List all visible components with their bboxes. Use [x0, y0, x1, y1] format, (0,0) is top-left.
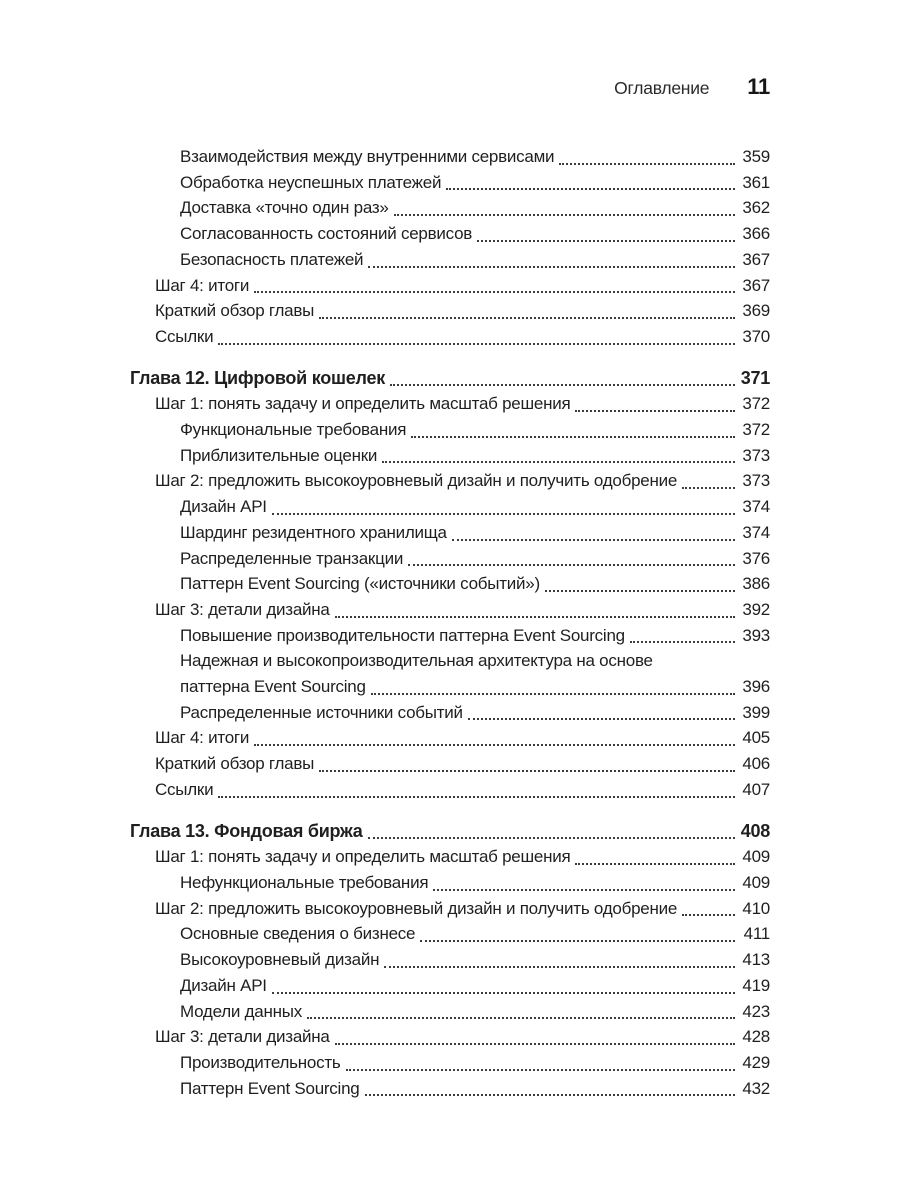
toc-entry [130, 844, 770, 870]
toc-entry-title: Шардинг резидентного хранилища [180, 522, 447, 542]
toc-entry [130, 777, 770, 803]
toc-entry [130, 571, 770, 597]
toc-entry-title: Высокоуровневый дизайн [180, 950, 380, 970]
toc-entry-title: паттерна Event Sourcing [180, 677, 366, 697]
toc-entry [130, 144, 770, 170]
toc-entry-page: 359 [742, 147, 770, 166]
toc-entry-page: 423 [742, 1001, 770, 1021]
dot-leader [335, 1043, 735, 1045]
toc-entry [130, 819, 770, 845]
dot-leader [394, 214, 735, 216]
toc-entry-page: 409 [742, 847, 770, 867]
toc-entry-page: 393 [742, 625, 770, 645]
dot-leader [365, 1094, 736, 1096]
toc-entry-title: Паттерн Event Sourcing («источники событий») [180, 574, 540, 594]
running-head-title: Оглавление [614, 78, 710, 98]
toc-entry-title: Шаг 2: предложить высокоуровневый дизайн и получить одобрение [155, 898, 678, 918]
book-toc-page [0, 74, 900, 1200]
toc-entry-page: 372 [742, 394, 770, 414]
dot-leader [682, 914, 735, 916]
dot-leader [307, 1017, 735, 1019]
toc-entry-page: 374 [742, 497, 770, 517]
dot-leader [371, 693, 735, 695]
toc-entry-title: Надежная и высокопроизводительная архитектура на основе [180, 651, 653, 671]
toc-entry-page: 392 [742, 599, 770, 619]
toc-entry [130, 725, 770, 751]
toc-entry-page: 419 [742, 975, 770, 995]
dot-leader [368, 266, 735, 268]
toc-entry [130, 1050, 770, 1076]
dot-leader [254, 744, 735, 746]
toc-entry-page: 406 [742, 754, 770, 774]
toc-entry [130, 1076, 770, 1102]
dot-leader [382, 461, 735, 463]
toc-entry-title: Шаг 1: понять задачу и определить масштаб решения [155, 394, 571, 414]
toc-entry-title: Шаг 3: детали дизайна [155, 599, 330, 619]
toc-entry [130, 870, 770, 896]
toc-entry-title: Нефункциональные требования [180, 872, 429, 892]
dot-leader [468, 718, 735, 720]
dot-leader [411, 436, 735, 438]
toc-entry-title: Функциональные требования [180, 420, 407, 440]
dot-leader [272, 513, 735, 515]
toc-entry-page: 374 [742, 522, 770, 542]
toc-entry-title: Ссылки [155, 326, 214, 346]
toc-entry [130, 648, 770, 674]
toc-entry-title: Дизайн API [180, 975, 267, 995]
dot-leader [433, 889, 735, 891]
toc-entry [130, 273, 770, 299]
toc-entry-page: 413 [742, 950, 770, 970]
toc-entry-page: 409 [742, 872, 770, 892]
toc-entry [130, 298, 770, 324]
toc-entry-title: Шаг 1: понять задачу и определить масштаб решения [155, 847, 571, 867]
toc-entry [130, 1024, 770, 1050]
toc-entry [130, 623, 770, 649]
dot-leader [545, 590, 735, 592]
toc-entry [130, 170, 770, 196]
toc-entry-title: Краткий обзор главы [155, 301, 315, 321]
toc-entry-page: 429 [742, 1052, 770, 1072]
toc-entry-page: 386 [742, 574, 770, 594]
dot-leader [335, 616, 735, 618]
dot-leader [420, 940, 735, 942]
dot-leader [384, 966, 735, 968]
table-of-contents [0, 144, 900, 1101]
dot-leader [452, 539, 735, 541]
toc-entry-title: Повышение производительности паттерна Event Sourcing [180, 625, 625, 645]
toc-entry-title: Приблизительные оценки [180, 445, 378, 465]
toc-entry-page: 373 [742, 445, 770, 465]
toc-entry-title: Паттерн Event Sourcing [180, 1078, 360, 1098]
toc-entry-title: Распределенные транзакции [180, 548, 404, 568]
dot-leader [346, 1069, 735, 1071]
toc-entry-page: 405 [742, 728, 770, 748]
toc-entry-title: Доставка «точно один раз» [180, 198, 389, 218]
toc-entry [130, 247, 770, 273]
toc-entry [130, 674, 770, 700]
toc-entry-title: Основные сведения о бизнесе [180, 924, 416, 944]
running-head-page-number: 11 [747, 74, 770, 99]
dot-leader [446, 188, 735, 190]
toc-entry-title: Дизайн API [180, 497, 267, 517]
dot-leader [559, 163, 735, 165]
toc-entry [130, 195, 770, 221]
dot-leader [630, 641, 735, 643]
dot-leader [390, 384, 735, 386]
toc-entry-page: 371 [740, 367, 770, 388]
toc-entry-page: 373 [742, 471, 770, 491]
toc-entry [130, 896, 770, 922]
toc-entry [130, 597, 770, 623]
toc-entry-title: Шаг 3: детали дизайна [155, 1027, 330, 1047]
toc-entry-page: 366 [742, 224, 770, 244]
toc-entry-title: Ссылки [155, 779, 214, 799]
toc-entry-page: 361 [742, 172, 770, 192]
toc-entry-title: Шаг 4: итоги [155, 728, 250, 748]
toc-entry-page: 367 [742, 249, 770, 269]
toc-entry-page: 362 [742, 198, 770, 218]
toc-entry-page: 410 [742, 898, 770, 918]
dot-leader [319, 317, 735, 319]
toc-entry [130, 999, 770, 1025]
toc-entry-title: Производительность [180, 1052, 341, 1072]
dot-leader [272, 992, 735, 994]
toc-entry-page: 399 [742, 702, 770, 722]
toc-entry [130, 520, 770, 546]
toc-entry-page: 428 [742, 1027, 770, 1047]
toc-entry [130, 973, 770, 999]
toc-entry-page: 411 [743, 924, 770, 944]
toc-entry [130, 443, 770, 469]
toc-entry [130, 417, 770, 443]
toc-entry-page: 396 [742, 677, 770, 697]
toc-entry-page: 370 [742, 326, 770, 346]
toc-entry [130, 921, 770, 947]
running-head [0, 74, 900, 100]
toc-entry-title: Глава 13. Фондовая биржа [130, 820, 363, 841]
dot-leader [254, 291, 735, 293]
toc-entry-title: Модели данных [180, 1001, 303, 1021]
toc-entry-page: 376 [742, 548, 770, 568]
dot-leader [408, 564, 735, 566]
toc-entry [130, 391, 770, 417]
toc-entry [130, 947, 770, 973]
toc-entry-title: Согласованность состояний сервисов [180, 224, 473, 244]
toc-entry [130, 751, 770, 777]
toc-entry-title: Шаг 4: итоги [155, 275, 250, 295]
toc-entry [130, 468, 770, 494]
dot-leader [477, 240, 735, 242]
dot-leader [368, 837, 735, 839]
dot-leader [218, 796, 735, 798]
toc-entry-title: Обработка неуспешных платежей [180, 172, 442, 192]
toc-entry [130, 221, 770, 247]
toc-entry-title: Глава 12. Цифровой кошелек [130, 367, 385, 388]
toc-entry-page: 407 [742, 779, 770, 799]
toc-entry-page: 408 [740, 820, 770, 841]
toc-entry [130, 366, 770, 392]
toc-entry-page: 432 [742, 1078, 770, 1098]
toc-entry [130, 324, 770, 350]
toc-entry-page: 369 [742, 301, 770, 321]
toc-entry-page: 372 [742, 420, 770, 440]
toc-entry-title: Краткий обзор главы [155, 754, 315, 774]
toc-entry [130, 494, 770, 520]
toc-entry-title: Распределенные источники событий [180, 702, 463, 722]
dot-leader [319, 770, 735, 772]
dot-leader [575, 410, 735, 412]
dot-leader [575, 863, 735, 865]
toc-entry [130, 700, 770, 726]
toc-entry-title: Шаг 2: предложить высокоуровневый дизайн и получить одобрение [155, 471, 678, 491]
dot-leader [218, 343, 735, 345]
dot-leader [682, 487, 735, 489]
toc-entry-title: Безопасность платежей [180, 249, 364, 269]
toc-entry-title: Взаимодействия между внутренними сервисами [180, 147, 555, 166]
toc-entry-page: 367 [742, 275, 770, 295]
toc-entry [130, 546, 770, 572]
